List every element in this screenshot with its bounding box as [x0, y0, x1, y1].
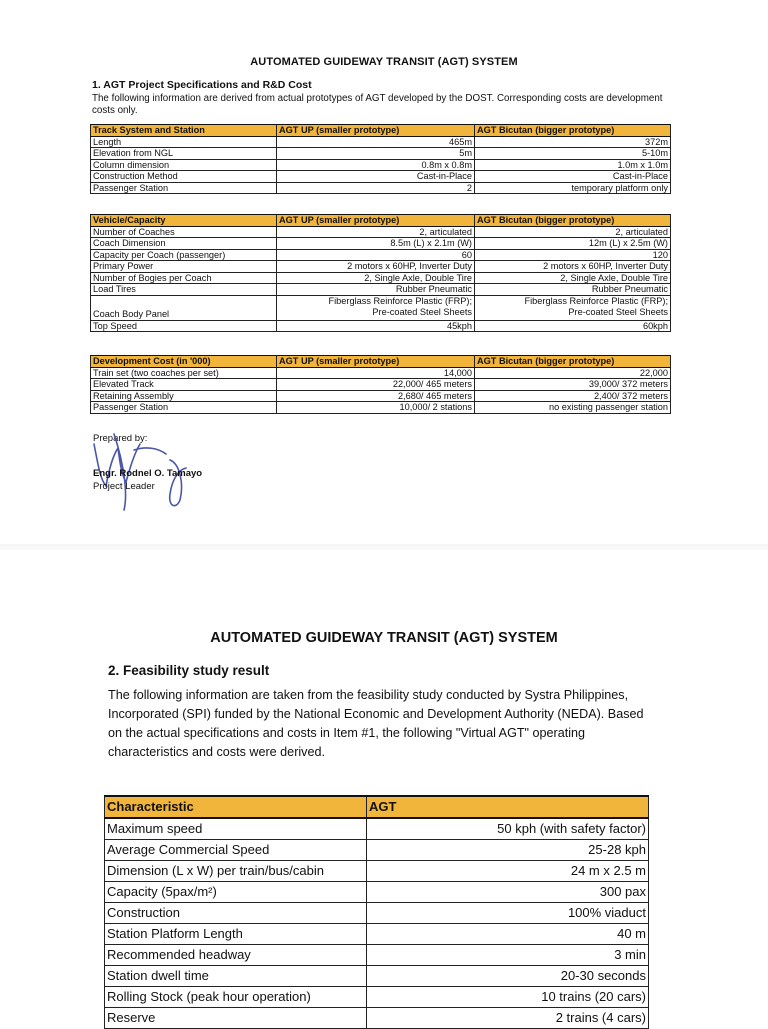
cell-bicutan: 2, Single Axle, Double Tire [475, 272, 671, 284]
row-label: Station Platform Length [105, 924, 367, 945]
cell-up: 465m [277, 136, 475, 148]
column-header: AGT Bicutan (bigger prototype) [475, 356, 671, 368]
row-label: Reserve [105, 1008, 367, 1029]
row-label: Number of Bogies per Coach [91, 272, 277, 284]
table-row [91, 261, 671, 273]
section-heading: 1. AGT Project Specifications and R&D Cost [92, 79, 312, 91]
cell-value: 24 m x 2.5 m [367, 861, 649, 882]
cell-value: 20-30 seconds [367, 966, 649, 987]
table-row [91, 148, 671, 160]
cell-value: 25-28 kph [367, 840, 649, 861]
column-header: AGT [367, 796, 649, 818]
table-header-row [91, 125, 671, 137]
table-row [105, 1008, 649, 1029]
prepared-by-label: Prepared by: [93, 433, 148, 444]
row-label: Load Tires [91, 284, 277, 296]
table-row [91, 320, 671, 332]
row-label: Maximum speed [105, 818, 367, 840]
column-header: Development Cost (in '000) [91, 356, 277, 368]
column-header: Vehicle/Capacity [91, 215, 277, 227]
row-label: Capacity (5pax/m²) [105, 882, 367, 903]
cell-up: 2 [277, 182, 475, 194]
table-row [105, 924, 649, 945]
vehicle-capacity-table [90, 214, 671, 332]
row-label: Passenger Station [91, 182, 277, 194]
table-header-row [91, 356, 671, 368]
cell-bicutan: 1.0m x 1.0m [475, 159, 671, 171]
cell-value: 40 m [367, 924, 649, 945]
row-label: Dimension (L x W) per train/bus/cabin [105, 861, 367, 882]
cell-value: 2 trains (4 cars) [367, 1008, 649, 1029]
table-header-row [105, 796, 649, 818]
cell-bicutan [475, 295, 671, 320]
document-page-2 [0, 550, 768, 1024]
feasibility-table [104, 795, 649, 1029]
row-label: Top Speed [91, 320, 277, 332]
table-row [91, 136, 671, 148]
cell-line: Pre-coated Steel Sheets [372, 306, 472, 317]
cell-bicutan: no existing passenger station [475, 402, 671, 414]
cell-line: Pre-coated Steel Sheets [568, 306, 668, 317]
cell-bicutan: temporary platform only [475, 182, 671, 194]
row-label: Average Commercial Speed [105, 840, 367, 861]
cell-bicutan: 2 motors x 60HP, Inverter Duty [475, 261, 671, 273]
table-row [105, 818, 649, 840]
row-label: Retaining Assembly [91, 390, 277, 402]
cell-bicutan: 60kph [475, 320, 671, 332]
row-label: Train set (two coaches per set) [91, 367, 277, 379]
table-row [91, 249, 671, 261]
cell-bicutan: 2, articulated [475, 226, 671, 238]
row-label: Station dwell time [105, 966, 367, 987]
cell-up: 0.8m x 0.8m [277, 159, 475, 171]
intro-paragraph: The following information are derived from actual prototypes of AGT developed by the DOST. Corresponding costs are development costs only. [92, 93, 663, 116]
cell-line: Fiberglass Reinforce Plastic (FRP); [328, 295, 472, 306]
column-header: AGT UP (smaller prototype) [277, 125, 475, 137]
table-row [91, 284, 671, 296]
table-row [91, 367, 671, 379]
table-row [91, 182, 671, 194]
cell-bicutan: 120 [475, 249, 671, 261]
row-label: Recommended headway [105, 945, 367, 966]
table-header-row [91, 215, 671, 227]
cell-up: 2, Single Axle, Double Tire [277, 272, 475, 284]
table-row [91, 390, 671, 402]
engineer-name: Engr. Rodnel O. Tamayo [93, 468, 203, 479]
cell-bicutan: 22,000 [475, 367, 671, 379]
table-row [91, 272, 671, 284]
cell-bicutan: 5-10m [475, 148, 671, 160]
cell-up: 45kph [277, 320, 475, 332]
table-row [91, 402, 671, 414]
row-label: Column dimension [91, 159, 277, 171]
cell-up: 22,000/ 465 meters [277, 379, 475, 391]
cell-up: 2 motors x 60HP, Inverter Duty [277, 261, 475, 273]
row-label: Elevation from NGL [91, 148, 277, 160]
cell-bicutan: 39,000/ 372 meters [475, 379, 671, 391]
column-header: AGT Bicutan (bigger prototype) [475, 125, 671, 137]
cell-value: 100% viaduct [367, 903, 649, 924]
table-row [105, 861, 649, 882]
column-header: Characteristic [105, 796, 367, 818]
cell-up: 5m [277, 148, 475, 160]
page-title: AUTOMATED GUIDEWAY TRANSIT (AGT) SYSTEM [210, 630, 558, 646]
column-header: AGT Bicutan (bigger prototype) [475, 215, 671, 227]
cell-up: 2, articulated [277, 226, 475, 238]
row-label: Elevated Track [91, 379, 277, 391]
development-cost-table [90, 355, 671, 414]
cell-bicutan: Cast-in-Place [475, 171, 671, 183]
table-row [91, 159, 671, 171]
row-label: Construction Method [91, 171, 277, 183]
table-row [105, 840, 649, 861]
table-row [91, 379, 671, 391]
cell-up: 60 [277, 249, 475, 261]
section-heading: 2. Feasibility study result [108, 663, 270, 678]
row-label: Construction [105, 903, 367, 924]
table-row [91, 238, 671, 250]
cell-bicutan: Rubber Pneumatic [475, 284, 671, 296]
intro-paragraph: The following information are taken from the feasibility study conducted by Systra Philippines, Incorporated (SPI) funded by the National Economic and Development Authority (NEDA). Based on the actual specifications and costs in Item #1, the following "Virtual AGT" operating characteristics and costs were derived. [108, 688, 644, 759]
column-header: AGT UP (smaller prototype) [277, 215, 475, 227]
cell-value: 10 trains (20 cars) [367, 987, 649, 1008]
row-label: Number of Coaches [91, 226, 277, 238]
cell-up: 8.5m (L) x 2.1m (W) [277, 238, 475, 250]
cell-bicutan: 372m [475, 136, 671, 148]
cell-up: 14,000 [277, 367, 475, 379]
cell-up: 10,000/ 2 stations [277, 402, 475, 414]
row-label: Primary Power [91, 261, 277, 273]
table-row [105, 966, 649, 987]
row-label: Coach Dimension [91, 238, 277, 250]
cell-line: Fiberglass Reinforce Plastic (FRP); [524, 295, 668, 306]
table-row [91, 295, 671, 320]
cell-bicutan: 2,400/ 372 meters [475, 390, 671, 402]
cell-value: 50 kph (with safety factor) [367, 818, 649, 840]
cell-value: 3 min [367, 945, 649, 966]
table-row [91, 171, 671, 183]
row-label: Length [91, 136, 277, 148]
cell-up [277, 295, 475, 320]
cell-value: 300 pax [367, 882, 649, 903]
cell-bicutan: 12m (L) x 2.5m (W) [475, 238, 671, 250]
table-row [105, 987, 649, 1008]
cell-up: Rubber Pneumatic [277, 284, 475, 296]
table-row [105, 903, 649, 924]
page-title: AUTOMATED GUIDEWAY TRANSIT (AGT) SYSTEM [250, 56, 518, 68]
engineer-role: Project Leader [93, 481, 155, 492]
column-header: AGT UP (smaller prototype) [277, 356, 475, 368]
cell-up: Cast-in-Place [277, 171, 475, 183]
table-row [105, 882, 649, 903]
cell-up: 2,680/ 465 meters [277, 390, 475, 402]
column-header: Track System and Station [91, 125, 277, 137]
table-row [105, 945, 649, 966]
row-label: Capacity per Coach (passenger) [91, 249, 277, 261]
table-row [91, 226, 671, 238]
track-system-table [90, 124, 671, 194]
row-label: Coach Body Panel [91, 295, 277, 320]
row-label: Rolling Stock (peak hour operation) [105, 987, 367, 1008]
row-label: Passenger Station [91, 402, 277, 414]
